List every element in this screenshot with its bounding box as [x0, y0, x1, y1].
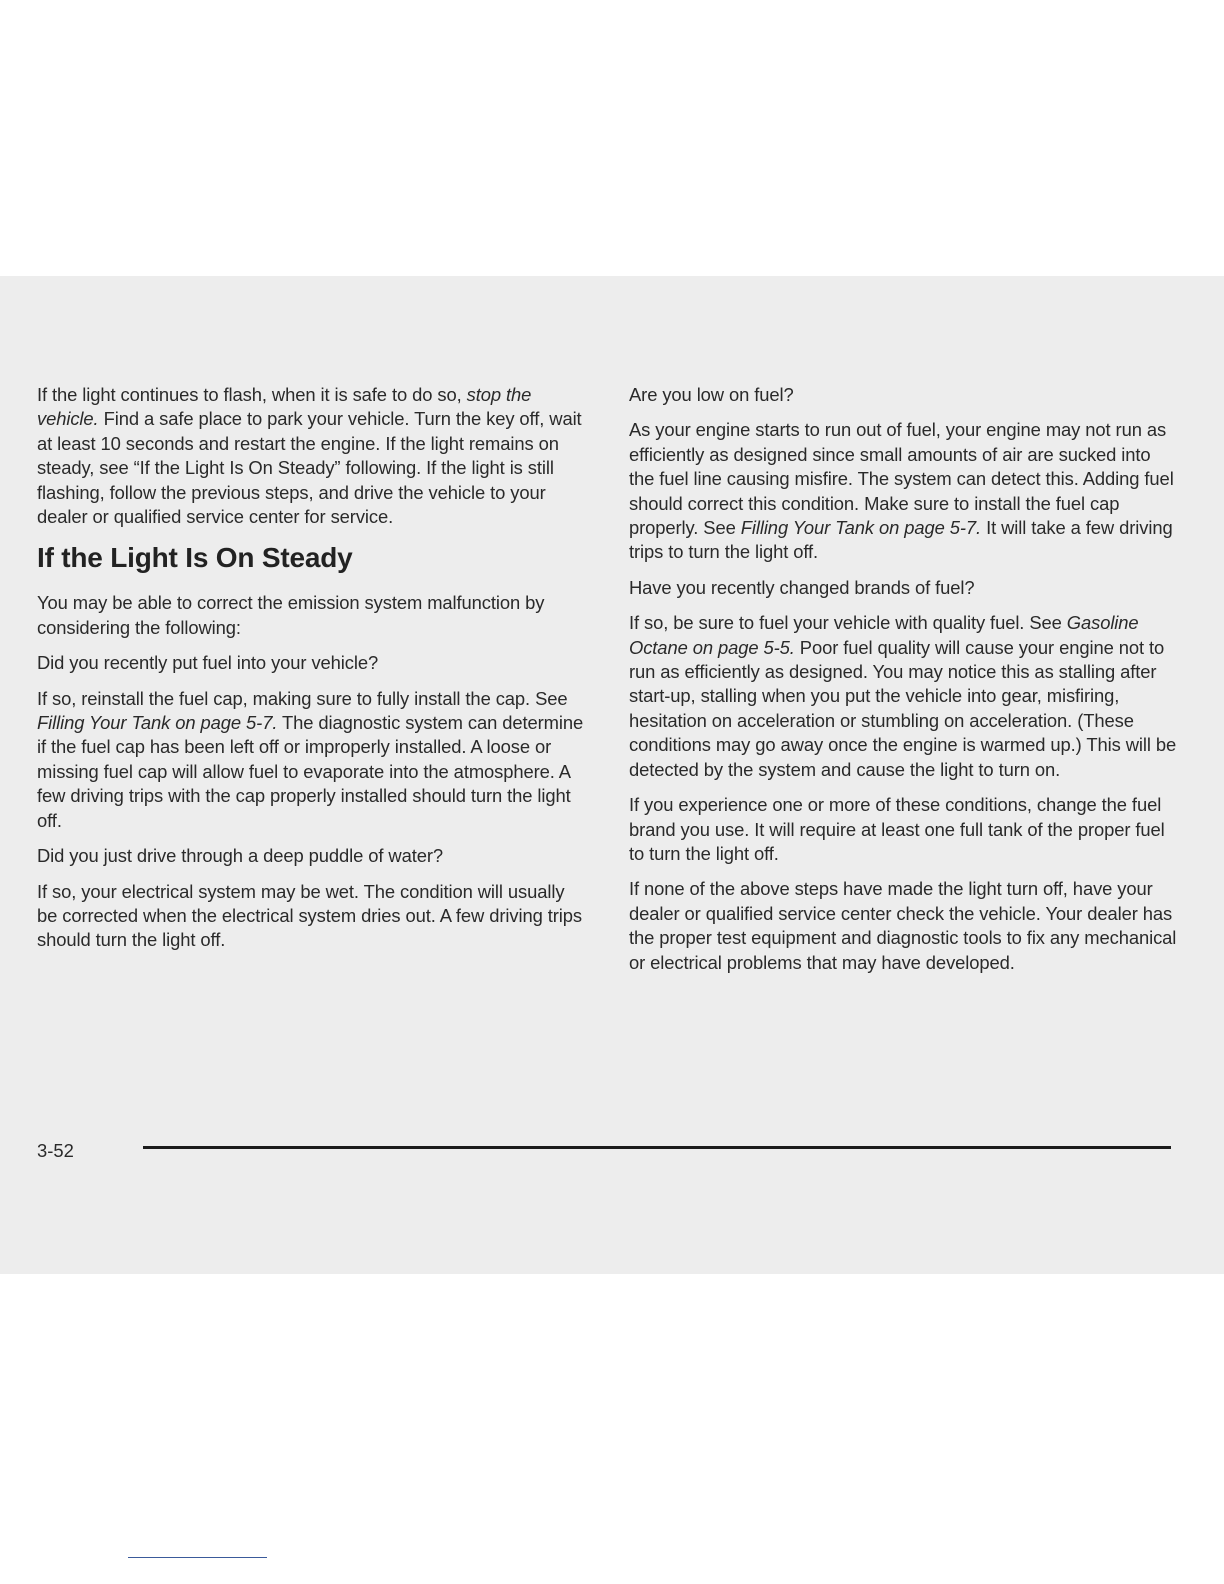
paragraph-flashing-light: If the light continues to flash, when it is safe to do so, stop the vehicle. Find a safe place to park your vehicle. Turn the key off, wait at least 10 seconds and restart the engine. If the light remains on steady, see “If the Light Is On Steady” following. If the light is still flashing, follow the previous steps, and drive the vehicle to your dealer or qualified service center for service. [37, 384, 582, 528]
cross-reference-filling-tank: Filling Your Tank on page 5-7. [740, 517, 982, 539]
right-column [629, 383, 1177, 986]
paragraph-intro: You may be able to correct the emission system malfunction by considering the following: [37, 592, 545, 638]
footer-rule [143, 1146, 1171, 1149]
question-recent-fuel: Did you recently put fuel into your vehicle? [37, 652, 379, 674]
corner-line [128, 1557, 267, 1558]
paragraph-see-dealer: If none of the above steps have made the light turn off, have your dealer or qualified service center check the vehicle. Your dealer has the proper test equipment and diagnostic tools to fix any mechanical or electrical problems that may have developed. [629, 878, 1177, 973]
question-low-fuel: Are you low on fuel? [629, 384, 794, 405]
paragraph-low-fuel: As your engine starts to run out of fuel, your engine may not run as efficiently as designed since small amounts of air are sucked into the fuel line causing misfire. The system can detect this. Adding fuel should correct this condition. Make sure to install the fuel cap properly. See Filling Your Tank on page 5-7. It will take a few driving trips to turn the light off. [629, 419, 1174, 563]
left-column [37, 383, 585, 964]
question-puddle: Did you just drive through a deep puddle of water? [37, 845, 443, 867]
paragraph-fuel-quality: If so, be sure to fuel your vehicle with quality fuel. See Gasoline Octane on page 5-5. Poor fuel quality will cause your engine not to run as efficiently as designed. You may notice this as stalling after start-up, stalling when you put the vehicle into gear, misfiring, hesitation on acceleration or stumbling on acceleration. (These conditions may go away once the engine is warmed up.) This will be detected by the system and cause the light to turn on. [629, 612, 1177, 780]
cross-reference-gasoline-octane: Gasoline Octane on page 5-5. [629, 612, 1139, 658]
cross-reference-filling-tank: Filling Your Tank on page 5-7. [37, 712, 278, 734]
paragraph-change-brand: If you experience one or more of these conditions, change the fuel brand you use. It will require at least one full tank of the proper fuel to turn the light off. [629, 794, 1165, 864]
stop-the-vehicle-emphasis: stop the vehicle. [37, 384, 532, 430]
paragraph-fuel-cap: If so, reinstall the fuel cap, making sure to fully install the cap. See Filling Your Tank on page 5-7. The diagnostic system can determine if the fuel cap has been left off or improperly installed. A loose or missing fuel cap will allow fuel to evaporate into the atmosphere. A few driving trips with the cap properly installed should turn the light off. [37, 687, 584, 831]
section-heading: If the Light Is On Steady [37, 542, 353, 574]
page-number: 3-52 [37, 1140, 74, 1161]
paragraph-electrical-wet: If so, your electrical system may be wet. The condition will usually be corrected when the electrical system dries out. A few driving trips should turn the light off. [37, 880, 582, 951]
question-fuel-brands: Have you recently changed brands of fuel? [629, 576, 975, 598]
